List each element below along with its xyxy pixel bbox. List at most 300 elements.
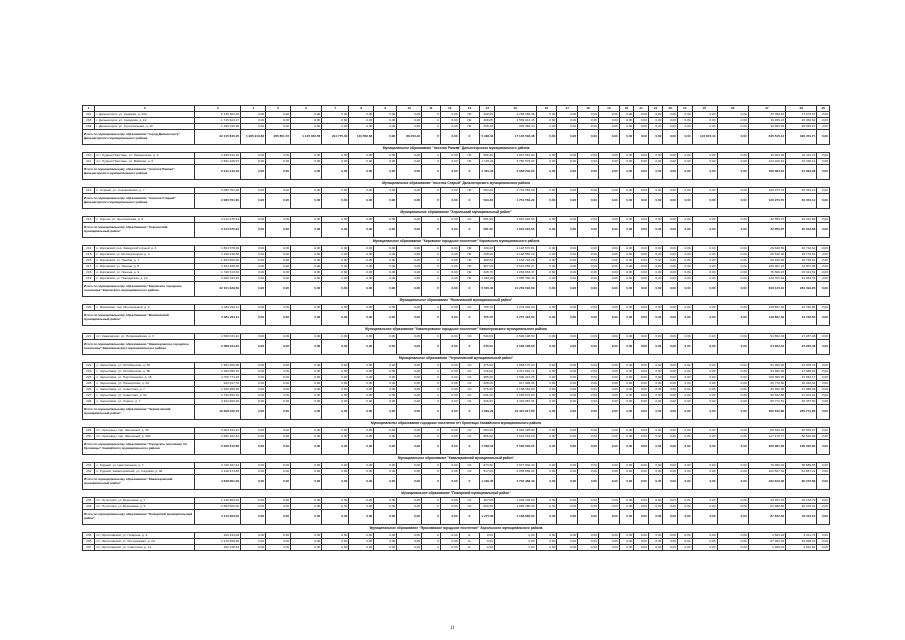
table-cell: 0,00: [397, 246, 422, 252]
subtotal-cell: 0,00: [349, 405, 374, 420]
subtotal-label: Итого по муниципальному образованию "Кавалеровское городское поселение" Кавалеровского муниципального района: [83, 340, 195, 355]
sum-cell: 2 055 658,00: [494, 469, 536, 475]
table-cell: 0,00: [536, 498, 557, 504]
table-cell: 0,00: [322, 276, 349, 282]
address-cell: с. Черниговка, ул. Октябрьская, д. 56: [95, 363, 195, 369]
subtotal-cell: Х: [459, 440, 480, 455]
row-number: 228: [83, 399, 95, 405]
table-cell: 0,00: [578, 188, 599, 194]
value-cell: 26 648,50: [748, 246, 785, 252]
subtotal-cell: 0: [422, 194, 441, 209]
subtotal-cell: 0,00: [817, 440, 830, 455]
table-cell: 0,00: [578, 217, 599, 223]
row-number: 226: [83, 387, 95, 393]
roof-type-cell: ПК: [459, 153, 480, 159]
table-cell: 0,00: [634, 118, 649, 124]
subtotal-cell: 1 190,00: [480, 475, 495, 490]
subtotal-cell: 0,00: [663, 510, 678, 525]
table-cell: 0,00: [677, 533, 692, 539]
table-cell: 0,00: [817, 533, 830, 539]
column-header: 9: [374, 106, 397, 112]
roof-type-cell: СК: [459, 399, 480, 405]
table-cell: 0: [422, 369, 441, 375]
table-cell: 0,00: [291, 469, 322, 475]
table-cell: 0,00: [692, 217, 717, 223]
table-cell: 0,00: [578, 498, 599, 504]
subtotal-cell: 0,00: [648, 440, 663, 455]
subtotal-cell: 0,00: [634, 165, 649, 180]
sum-cell: 2 148 570,81: [494, 246, 536, 252]
sum-cell: 1 554 322,53: [494, 217, 536, 223]
table-cell: 0,00: [536, 264, 557, 270]
table-cell: 0,00: [440, 375, 459, 381]
address-cell: п. Кировский, ул. Пионерская, д. 12: [95, 276, 195, 282]
subtotal-cell: 4 143 363,02: [195, 510, 241, 525]
table-cell: 0: [422, 428, 441, 434]
table-cell: 0,00: [648, 188, 663, 194]
roof-type-cell: СК: [459, 363, 480, 369]
table-cell: 0,00: [536, 188, 557, 194]
table-cell: 0,00: [648, 469, 663, 475]
table-cell: 0,00: [677, 498, 692, 504]
table-cell: 0,00: [578, 363, 599, 369]
subtotal-cell: 0,00: [374, 223, 397, 238]
subtotal-cell: 90 372,86: [786, 475, 817, 490]
table-cell: 0,00: [817, 276, 830, 282]
table-cell: 0,00: [397, 118, 422, 124]
table-cell: 0,00: [397, 252, 422, 258]
subtotal-cell: 34 782,65: [786, 311, 817, 326]
subtotal-cell: 0,00: [349, 340, 374, 355]
roof-type-cell: СК: [459, 334, 480, 340]
section-heading-row: [83, 455, 830, 463]
row-number: 208: [83, 118, 95, 124]
value-cell: 26 618,30: [748, 252, 785, 258]
table-cell: 0,00: [349, 217, 374, 223]
table-cell: 0,00: [536, 469, 557, 475]
table-cell: 0,00: [692, 533, 717, 539]
table-cell: 0,00: [717, 469, 748, 475]
table-cell: 0,00: [817, 369, 830, 375]
table-cell: 0,00: [557, 334, 578, 340]
total-cost-cell: 2 118 473,85: [195, 469, 241, 475]
value-cell: 51 687,21: [786, 469, 817, 475]
subtotal-row: [83, 340, 830, 355]
table-cell: 0,00: [440, 434, 459, 440]
table-cell: 0,00: [536, 153, 557, 159]
table-cell: 0,00: [578, 375, 599, 381]
subtotal-cell: 0,00: [663, 282, 678, 297]
table-cell: 0,00: [291, 381, 322, 387]
subtotal-cell: Х: [459, 311, 480, 326]
subtotal-cell: 19 358 226,73: [195, 405, 241, 420]
subtotal-cell: 0,00: [266, 311, 291, 326]
table-cell: 0,00: [536, 159, 557, 165]
table-cell: 0,00: [349, 393, 374, 399]
address-cell: с. Хороль, ул. Центральная, д. 5: [95, 217, 195, 223]
subtotal-cell: 124 872,44: [692, 130, 717, 145]
total-cost-cell: 3 804 578,20: [195, 246, 241, 252]
table-cell: 0,00: [817, 545, 830, 551]
subtotal-cell: 0,00: [619, 165, 634, 180]
section-heading-row: [83, 145, 830, 153]
table-cell: 0,00: [648, 539, 663, 545]
table-cell: 0,00: [677, 369, 692, 375]
table-cell: 0,00: [322, 153, 349, 159]
subtotal-cell: 0,00: [374, 311, 397, 326]
table-cell: 0,00: [349, 305, 374, 311]
subtotal-cell: 0,00: [349, 165, 374, 180]
subtotal-cell: 0,00: [291, 510, 322, 525]
subtotal-cell: 0,00: [692, 194, 717, 209]
table-cell: 0,00: [578, 246, 599, 252]
table-cell: 0,00: [374, 504, 397, 510]
table-cell: 0,00: [349, 124, 374, 130]
total-cost-cell: 1 260 190,38: [195, 124, 241, 130]
table-cell: 0,00: [322, 363, 349, 369]
roof-type-cell: СК: [459, 504, 480, 510]
table-cell: 0,00: [578, 533, 599, 539]
table-cell: 0,00: [817, 504, 830, 510]
column-header: 8: [349, 106, 374, 112]
subtotal-cell: 0,00: [677, 223, 692, 238]
table-cell: 0,00: [578, 434, 599, 440]
column-header: 29: [817, 106, 830, 112]
subtotal-cell: 0,00: [266, 340, 291, 355]
table-cell: 0: [422, 112, 441, 118]
table-cell: 0,00: [374, 375, 397, 381]
value-cell: 2 834,23: [748, 533, 785, 539]
sum-cell: 1 569 012,15: [494, 118, 536, 124]
table-cell: 0,00: [241, 381, 266, 387]
sum-cell: 3 750 575,00: [494, 159, 536, 165]
table-cell: 0,00: [634, 533, 649, 539]
subtotal-label: Итого по муниципальному образованию "Кировское городское поселение" Кировского муниципального района: [83, 282, 195, 297]
roof-type-cell: СК: [459, 434, 480, 440]
subtotal-cell: 0,00: [536, 194, 557, 209]
area-cell: 238,30: [480, 124, 495, 130]
subtotal-cell: 0,00: [322, 510, 349, 525]
table-cell: 0,00: [663, 363, 678, 369]
table-cell: 0,00: [440, 334, 459, 340]
subtotal-cell: 0,00: [634, 311, 649, 326]
table-cell: 0,00: [634, 498, 649, 504]
table-cell: 0,00: [349, 264, 374, 270]
table-cell: 0,00: [241, 276, 266, 282]
table-cell: 0,00: [291, 276, 322, 282]
table-cell: 0,00: [291, 375, 322, 381]
address-cell: с. Черниговка, ул. Пионерская, д. 29: [95, 381, 195, 387]
table-cell: 0,00: [677, 504, 692, 510]
subtotal-cell: 0,00: [634, 510, 649, 525]
table-cell: 0: [422, 539, 441, 545]
subtotal-cell: 0,00: [374, 130, 397, 145]
column-header: 16: [536, 106, 557, 112]
subtotal-cell: 0,00: [598, 130, 619, 145]
table-cell: 0,00: [634, 369, 649, 375]
area-cell: 594,20: [480, 188, 495, 194]
table-cell: 0,00: [374, 159, 397, 165]
table-cell: 0,00: [266, 498, 291, 504]
table-cell: 0,00: [598, 428, 619, 434]
roof-type-cell: СК: [459, 369, 480, 375]
value-cell: 52 454,12: [786, 188, 817, 194]
table-cell: 0,00: [397, 393, 422, 399]
table-cell: 0,00: [322, 545, 349, 551]
table-cell: 0,00: [677, 434, 692, 440]
table-cell: 0,00: [291, 118, 322, 124]
value-cell: 21 874,24: [786, 393, 817, 399]
table-cell: 0,00: [619, 369, 634, 375]
table-cell: 0,00: [677, 334, 692, 340]
table-cell: 0,00: [241, 545, 266, 551]
subtotal-cell: 18 454 917,85: [494, 405, 536, 420]
subtotal-cell: Х: [459, 130, 480, 145]
subtotal-cell: 244 775,30: [322, 130, 349, 145]
table-cell: 0,00: [692, 334, 717, 340]
table-cell: 0,00: [322, 498, 349, 504]
row-number: 227: [83, 393, 95, 399]
table-cell: 0,00: [397, 539, 422, 545]
table-cell: 0,00: [557, 264, 578, 270]
table-cell: 0,00: [241, 118, 266, 124]
subtotal-cell: 1 558,00: [480, 440, 495, 455]
subtotal-cell: 0,00: [374, 340, 397, 355]
subtotal-cell: 205 771,86: [786, 405, 817, 420]
table-cell: 0,00: [241, 399, 266, 405]
subtotal-cell: 0,00: [817, 510, 830, 525]
subtotal-cell: 0,00: [619, 194, 634, 209]
table-cell: 0,00: [349, 153, 374, 159]
table-cell: 0,00: [266, 159, 291, 165]
row-number: 235: [83, 533, 95, 539]
section-heading: Муниципальное образование "Кировское городское поселение" Кировского муниципального района: [372, 238, 540, 243]
subtotal-cell: 0,00: [440, 130, 459, 145]
subtotal-cell: 0,00: [322, 223, 349, 238]
table-cell: 0,00: [717, 504, 748, 510]
subtotal-cell: Х: [459, 223, 480, 238]
table-cell: 0,00: [266, 217, 291, 223]
table-cell: 0,00: [241, 264, 266, 270]
table-cell: 0,00: [578, 159, 599, 165]
column-header: 23: [663, 106, 678, 112]
table-cell: 0,00: [440, 118, 459, 124]
table-cell: 0,00: [266, 270, 291, 276]
table-cell: 0,00: [598, 533, 619, 539]
subtotal-cell: 0,00: [648, 130, 663, 145]
subtotal-cell: 0,00: [677, 282, 692, 297]
area-cell: 226,00: [480, 381, 495, 387]
subtotal-cell: 0,00: [322, 165, 349, 180]
table-cell: 0,00: [440, 381, 459, 387]
sum-cell: 2 899 380,00: [494, 504, 536, 510]
subtotal-cell: 0: [422, 340, 441, 355]
subtotal-cell: 0,00: [241, 405, 266, 420]
table-cell: 0,00: [717, 334, 748, 340]
subtotal-cell: 1 145 460,58: [291, 130, 322, 145]
value-cell: 117 470,77: [748, 434, 785, 440]
subtotal-cell: 0,00: [266, 165, 291, 180]
table-cell: 0,00: [266, 276, 291, 282]
value-cell: 34 652,90: [748, 387, 785, 393]
subtotal-cell: 0,00: [578, 340, 599, 355]
table-cell: 0,00: [663, 305, 678, 311]
subtotal-cell: 0,00: [557, 165, 578, 180]
table-cell: 0,00: [322, 112, 349, 118]
table-cell: 0,00: [598, 387, 619, 393]
table-cell: 0,00: [648, 393, 663, 399]
value-cell: 19 459,23: [748, 118, 785, 124]
table-cell: 0,00: [557, 159, 578, 165]
total-cost-cell: 2 680 182,43: [195, 434, 241, 440]
table-cell: 0,00: [634, 258, 649, 264]
table-cell: 0,00: [648, 159, 663, 165]
table-cell: 0: [422, 363, 441, 369]
table-cell: 0,00: [266, 539, 291, 545]
table-cell: 0,00: [598, 504, 619, 510]
subtotal-row: [83, 440, 830, 455]
roof-type-cell: Е: [459, 545, 480, 551]
subtotal-cell: 0,00: [291, 440, 322, 455]
column-header: 26: [717, 106, 748, 112]
subtotal-cell: 0,00: [322, 475, 349, 490]
table-cell: 0,00: [817, 217, 830, 223]
table-cell: 0,00: [266, 381, 291, 387]
address-cell: п. Старый, ул. Стахановская, д. 7: [95, 188, 195, 194]
table-cell: 0,00: [322, 369, 349, 375]
table-cell: 0,00: [291, 363, 322, 369]
subtotal-cell: 0,00: [440, 510, 459, 525]
table-cell: 0,00: [634, 276, 649, 282]
table-cell: 0,00: [241, 270, 266, 276]
subtotal-cell: 0,00: [322, 311, 349, 326]
roof-type-cell: ПК: [459, 159, 480, 165]
subtotal-cell: 0,00: [397, 340, 422, 355]
table-cell: 0,00: [241, 428, 266, 434]
value-cell: 46 716,62: [786, 246, 817, 252]
table-cell: 0,00: [397, 334, 422, 340]
subtotal-cell: 32 556,07: [748, 223, 785, 238]
table-cell: 0,00: [322, 246, 349, 252]
subtotal-cell: 0,00: [677, 475, 692, 490]
subtotal-cell: 0,00: [440, 405, 459, 420]
row-number: 237: [83, 545, 95, 551]
subtotal-cell: 0,00: [241, 475, 266, 490]
subtotal-cell: 0,00: [692, 405, 717, 420]
table-cell: 0,00: [349, 469, 374, 475]
subtotal-cell: 0,00: [291, 282, 322, 297]
subtotal-cell: 0,00: [291, 340, 322, 355]
table-cell: 0,00: [241, 369, 266, 375]
sum-cell: 2 506 198,50: [494, 334, 536, 340]
table-cell: 0,00: [349, 246, 374, 252]
table-cell: 0,00: [557, 153, 578, 159]
column-header: 11: [422, 106, 441, 112]
table-cell: 0,00: [397, 498, 422, 504]
subtotal-cell: 0,00: [817, 475, 830, 490]
subtotal-cell: 0,00: [440, 282, 459, 297]
subtotal-cell: Х: [459, 194, 480, 209]
section-heading: Муниципальное образование "Хорольский муниципальный район": [400, 209, 512, 214]
value-cell: 33 359,63: [748, 112, 785, 118]
address-cell: с. Черниговка, ул. Хороль, д. 7: [95, 399, 195, 405]
table-cell: 0,00: [440, 270, 459, 276]
section-heading: Муниципальное образование "поселок Старый" Дальнегорского муниципального района: [382, 180, 530, 185]
table-cell: 0,00: [648, 381, 663, 387]
column-header: 13: [459, 106, 480, 112]
area-cell: 865,00: [480, 434, 495, 440]
table-cell: 0,00: [291, 305, 322, 311]
total-cost-cell: 943 517,70: [195, 381, 241, 387]
subtotal-cell: 0,00: [241, 340, 266, 355]
subtotal-cell: 0,00: [440, 340, 459, 355]
table-cell: 0,00: [634, 375, 649, 381]
table-cell: 0,00: [349, 539, 374, 545]
table-cell: 0,00: [648, 305, 663, 311]
table-cell: 0,00: [440, 387, 459, 393]
subtotal-label: Итого по муниципальному образованию "Кавалеровский муниципальный район": [83, 475, 195, 490]
address-cell: пгт. Лучегорск, ул. Березовая, д. 9: [95, 504, 195, 510]
table-cell: 0,00: [440, 252, 459, 258]
roof-type-cell: СК: [459, 393, 480, 399]
subtotal-cell: 61 663,28: [786, 165, 817, 180]
table-cell: 0,00: [397, 381, 422, 387]
table-cell: 0,00: [648, 264, 663, 270]
table-cell: 0,00: [663, 387, 678, 393]
table-cell: 0,00: [692, 498, 717, 504]
table-cell: 0,00: [648, 387, 663, 393]
table-cell: 0,00: [291, 369, 322, 375]
table-cell: 0,00: [648, 375, 663, 381]
table-cell: 0,00: [817, 399, 830, 405]
table-cell: 0,00: [374, 217, 397, 223]
subtotal-cell: 0,00: [677, 165, 692, 180]
roof-type-cell: ПК: [459, 112, 480, 118]
subtotal-cell: 594,20: [480, 194, 495, 209]
table-cell: 0,00: [598, 159, 619, 165]
table-cell: 0,00: [322, 434, 349, 440]
table-cell: 0,00: [266, 153, 291, 159]
table-cell: 0: [422, 498, 441, 504]
page-number: 11: [450, 626, 455, 631]
subtotal-cell: 0,00: [578, 130, 599, 145]
subtotal-cell: 0,00: [648, 223, 663, 238]
table-cell: 0,00: [266, 369, 291, 375]
roof-type-cell: ПК: [459, 118, 480, 124]
subtotal-cell: 0,00: [648, 340, 663, 355]
table-cell: 0: [422, 217, 441, 223]
subtotal-cell: 0,00: [536, 405, 557, 420]
table-cell: 0,00: [536, 118, 557, 124]
subtotal-cell: 0,00: [648, 510, 663, 525]
table-cell: 0,00: [266, 252, 291, 258]
table-cell: 0,00: [619, 124, 634, 130]
subtotal-cell: 0,00: [619, 282, 634, 297]
table-cell: 0,00: [397, 399, 422, 405]
table-cell: 0: [422, 246, 441, 252]
table-cell: 0,00: [397, 264, 422, 270]
subtotal-cell: 0,00: [536, 223, 557, 238]
register-table: [82, 105, 830, 551]
value-cell: 48 653,27: [786, 428, 817, 434]
table-cell: 0,00: [578, 153, 599, 159]
table-cell: 0,00: [440, 463, 459, 469]
table-cell: 0,00: [663, 504, 678, 510]
sum-cell: 945 369,30: [494, 124, 536, 130]
subtotal-cell: 1 965 213,83: [241, 130, 266, 145]
table-cell: 0,00: [648, 399, 663, 405]
table-cell: 0,00: [677, 387, 692, 393]
